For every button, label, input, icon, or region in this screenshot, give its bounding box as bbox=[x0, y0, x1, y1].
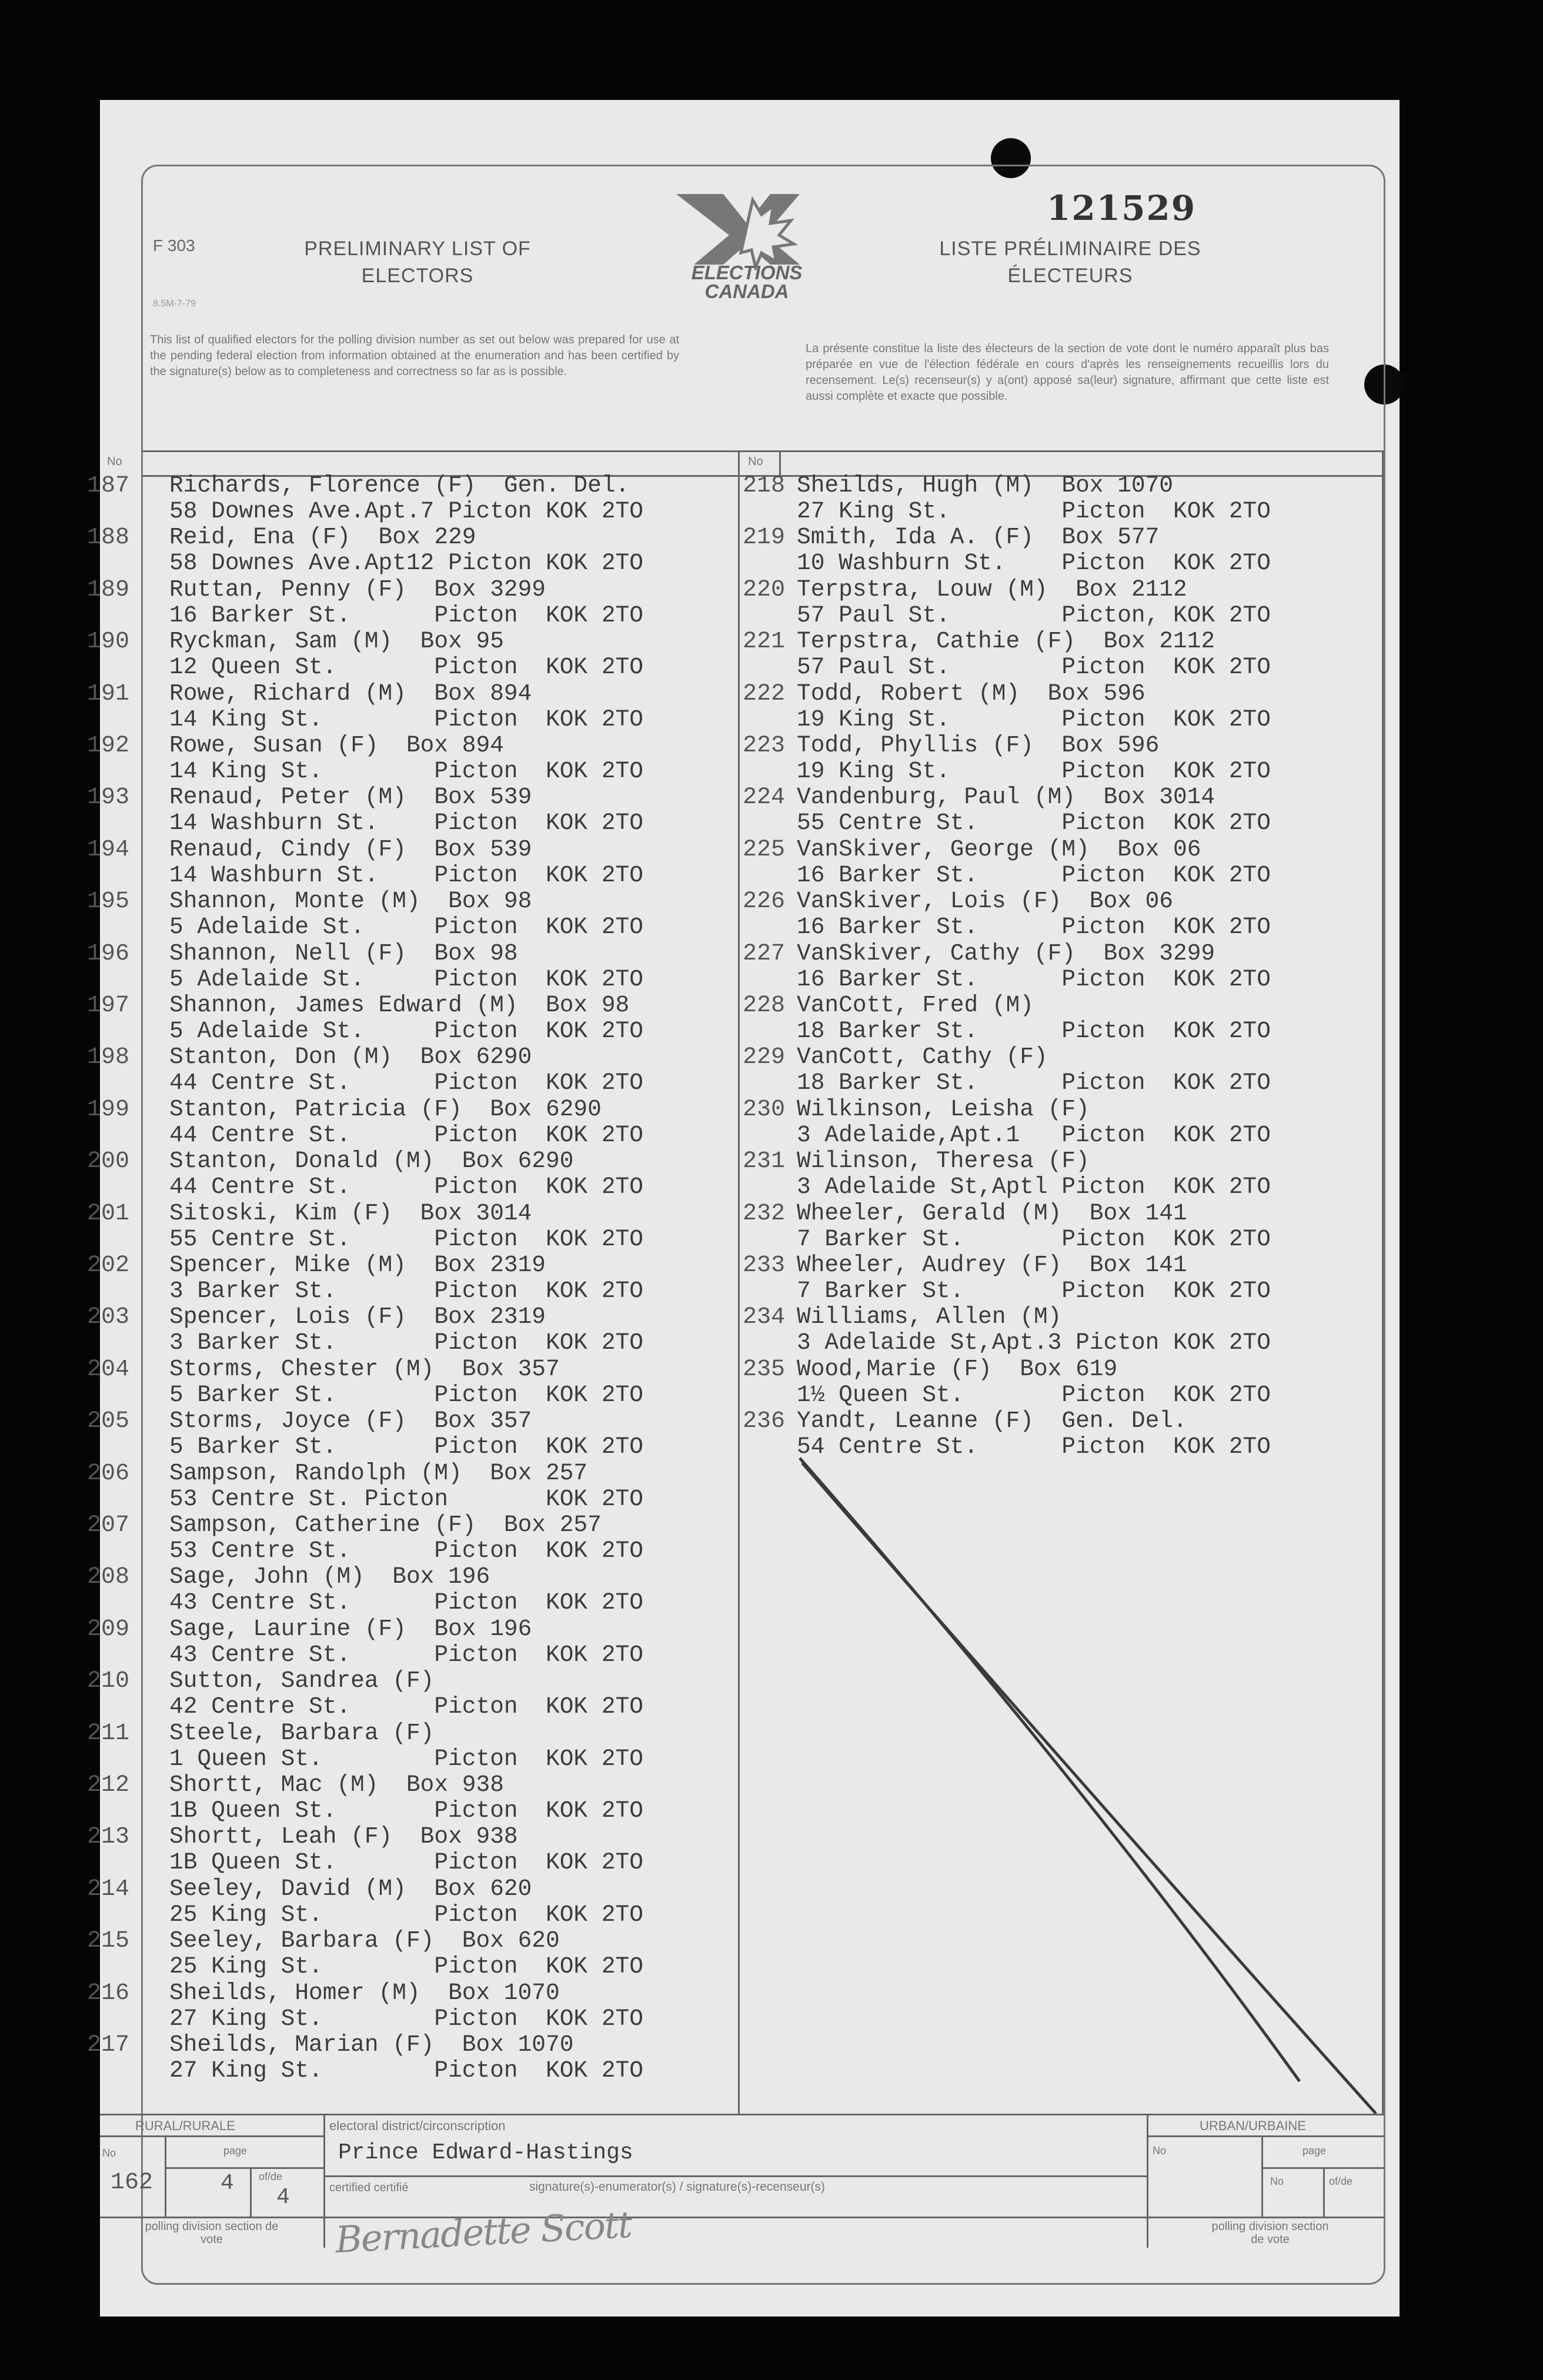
elector-address: 57 Paul St. Picton KOK 2TO bbox=[797, 654, 1271, 681]
elector-entry bbox=[738, 888, 1382, 940]
elector-entry bbox=[87, 940, 738, 992]
elector-number: 228 bbox=[743, 992, 786, 1019]
elector-entry bbox=[738, 1304, 1382, 1356]
elector-address: 14 Washburn St. Picton KOK 2TO bbox=[169, 810, 643, 837]
elector-entry bbox=[87, 835, 738, 888]
elector-address: 12 Queen St. Picton KOK 2TO bbox=[169, 654, 643, 681]
elector-address: 7 Barker St. Picton KOK 2TO bbox=[797, 1278, 1271, 1304]
elector-number: 193 bbox=[87, 784, 130, 811]
elector-entry bbox=[87, 1875, 738, 1928]
elector-address: 58 Downes Ave.Apt12 Picton KOK 2TO bbox=[169, 550, 643, 577]
elector-name: Storms, Joyce (F) Box 357 bbox=[169, 1408, 532, 1435]
elector-number: 236 bbox=[743, 1408, 786, 1435]
elector-entry bbox=[87, 732, 738, 784]
elector-name: Stanton, Donald (M) Box 6290 bbox=[169, 1148, 574, 1175]
elector-name: Sage, John (M) Box 196 bbox=[169, 1563, 490, 1590]
elector-number: 188 bbox=[87, 524, 130, 551]
elector-address: 16 Barker St. Picton KOK 2TO bbox=[169, 601, 643, 629]
form-code: F 303 bbox=[153, 236, 195, 255]
elector-name: Rowe, Susan (F) Box 894 bbox=[169, 732, 504, 758]
certified-label: certified certifié bbox=[329, 2181, 409, 2194]
elector-name: Wheeler, Gerald (M) Box 141 bbox=[797, 1199, 1187, 1226]
elector-address: 3 Adelaide,Apt.1 Picton KOK 2TO bbox=[797, 1121, 1271, 1148]
elector-entry bbox=[87, 628, 738, 681]
elector-name: Sutton, Sandrea (F) bbox=[169, 1667, 435, 1694]
district-label: electoral district/circonscription bbox=[329, 2118, 506, 2133]
polling-division-number: 162 bbox=[111, 2170, 153, 2196]
elector-entry bbox=[87, 888, 738, 941]
elector-name: Renaud, Peter (M) Box 539 bbox=[169, 784, 532, 811]
urban-label: URBAN/URBAINE bbox=[1200, 2118, 1306, 2133]
elector-number: 207 bbox=[87, 1512, 130, 1539]
elector-entry bbox=[87, 2031, 738, 2084]
elector-name: Stanton, Patricia (F) Box 6290 bbox=[169, 1095, 602, 1122]
elector-entry bbox=[738, 629, 1382, 680]
elector-address: 19 King St. Picton KOK 2TO bbox=[797, 758, 1271, 784]
elector-number: 233 bbox=[743, 1252, 786, 1279]
elector-address: 27 King St. Picton KOK 2TO bbox=[169, 2057, 643, 2084]
elector-name: Sheilds, Hugh (M) Box 1070 bbox=[797, 472, 1174, 499]
elector-address: 3 Barker St. Picton KOK 2TO bbox=[169, 1329, 643, 1356]
elector-address: 7 Barker St. Picton KOK 2TO bbox=[797, 1225, 1271, 1252]
elector-address: 14 King St. Picton KOK 2TO bbox=[169, 706, 643, 733]
elector-entry bbox=[87, 524, 738, 577]
elector-name: Shannon, Nell (F) Box 98 bbox=[169, 940, 518, 967]
elector-name: Sitoski, Kim (F) Box 3014 bbox=[169, 1199, 532, 1226]
elector-number: 229 bbox=[743, 1044, 786, 1071]
elector-number: 235 bbox=[743, 1356, 786, 1383]
elector-name: Stanton, Don (M) Box 6290 bbox=[169, 1044, 532, 1071]
elector-address: 3 Adelaide St,Apt.3 Picton KOK 2TO bbox=[797, 1329, 1271, 1356]
elector-entry bbox=[87, 680, 738, 733]
elector-name: Smith, Ida A. (F) Box 577 bbox=[797, 524, 1160, 551]
elector-number: 216 bbox=[87, 1980, 130, 2007]
elector-entry bbox=[87, 1667, 738, 1720]
maple-leaf-x-icon bbox=[659, 188, 835, 270]
elector-address: 18 Barker St. Picton KOK 2TO bbox=[797, 1069, 1271, 1097]
elector-name: VanSkiver, George (M) Box 06 bbox=[797, 835, 1201, 863]
elector-address: 25 King St. Picton KOK 2TO bbox=[169, 1953, 643, 1980]
elector-address: 5 Barker St. Picton KOK 2TO bbox=[169, 1381, 643, 1408]
elector-address: 18 Barker St. Picton KOK 2TO bbox=[797, 1018, 1271, 1044]
elector-entry bbox=[87, 1927, 738, 1980]
elector-number: 227 bbox=[743, 940, 786, 967]
elector-name: Renaud, Cindy (F) Box 539 bbox=[169, 835, 532, 863]
enumerator-signature: Bernadette Scott bbox=[334, 2202, 633, 2262]
elector-address: 44 Centre St. Picton KOK 2TO bbox=[169, 1174, 643, 1201]
elector-number: 201 bbox=[87, 1200, 130, 1227]
elector-number: 231 bbox=[743, 1148, 786, 1175]
title-fr: LISTE PRÉLIMINAIRE DES ÉLECTEURS bbox=[939, 238, 1201, 287]
urban-of-label: of/de bbox=[1329, 2175, 1353, 2187]
elector-address: 42 Centre St. Picton KOK 2TO bbox=[169, 1693, 643, 1720]
elector-address: 5 Adelaide St. Picton KOK 2TO bbox=[169, 965, 643, 992]
no-header-left: No bbox=[107, 455, 122, 468]
elector-name: Steele, Barbara (F) bbox=[169, 1719, 435, 1746]
elector-number: 220 bbox=[743, 576, 786, 603]
elector-entry bbox=[738, 784, 1382, 836]
elector-entry bbox=[87, 1563, 738, 1616]
elector-address: 27 King St. Picton KOK 2TO bbox=[797, 498, 1271, 524]
elector-number: 199 bbox=[87, 1096, 130, 1123]
elector-number: 223 bbox=[743, 733, 786, 759]
elector-address: 16 Barker St. Picton KOK 2TO bbox=[797, 965, 1271, 992]
elector-name: Shortt, Mac (M) Box 938 bbox=[169, 1771, 504, 1798]
urban-polling-division-label: polling division section de vote bbox=[1211, 2220, 1329, 2246]
elector-address: 1½ Queen St. Picton KOK 2TO bbox=[797, 1381, 1271, 1408]
urban-page-label: page bbox=[1302, 2145, 1327, 2157]
elector-address: 14 King St. Picton KOK 2TO bbox=[169, 758, 643, 784]
elector-address: 10 Washburn St. Picton KOK 2TO bbox=[797, 550, 1271, 577]
elector-number: 197 bbox=[87, 992, 130, 1019]
elector-address: 55 Centre St. Picton KOK 2TO bbox=[797, 810, 1271, 837]
elector-number: 205 bbox=[87, 1408, 130, 1435]
elector-name: Wood,Marie (F) Box 619 bbox=[797, 1355, 1118, 1382]
elector-entry bbox=[738, 837, 1382, 888]
elector-number: 210 bbox=[87, 1668, 130, 1695]
elector-address: 58 Downes Ave.Apt.7 Picton KOK 2TO bbox=[169, 498, 643, 524]
elector-number: 230 bbox=[743, 1096, 786, 1123]
cancel-diagonal-line bbox=[794, 1452, 1394, 2117]
elector-name: Spencer, Lois (F) Box 2319 bbox=[169, 1303, 546, 1331]
elector-address: 1B Queen St. Picton KOK 2TO bbox=[169, 1797, 643, 1824]
elector-number: 219 bbox=[743, 524, 786, 551]
page-number: 4 bbox=[221, 2171, 234, 2196]
elector-number: 234 bbox=[743, 1304, 786, 1331]
elector-entry bbox=[87, 1459, 738, 1512]
elector-entry bbox=[87, 1095, 738, 1148]
elector-address: 44 Centre St. Picton KOK 2TO bbox=[169, 1121, 643, 1148]
elector-entry bbox=[87, 992, 738, 1044]
elector-address: 53 Centre St. Picton KOK 2TO bbox=[169, 1537, 643, 1564]
elector-address: 53 Centre St. Picton KOK 2TO bbox=[169, 1485, 643, 1512]
rural-page-label: page bbox=[223, 2145, 248, 2157]
elector-entry bbox=[738, 524, 1382, 576]
elector-address: 3 Barker St. Picton KOK 2TO bbox=[169, 1278, 643, 1304]
elector-name: VanCott, Fred (M) bbox=[797, 992, 1034, 1018]
elector-entry bbox=[738, 1201, 1382, 1252]
elections-canada-logo bbox=[659, 188, 835, 312]
elector-number: 224 bbox=[743, 784, 786, 811]
elector-entry bbox=[87, 1615, 738, 1668]
elector-address: 27 King St. Picton KOK 2TO bbox=[169, 2005, 643, 2032]
elector-name: Wilkinson, Leisha (F) bbox=[797, 1095, 1090, 1122]
elector-entry bbox=[87, 1355, 738, 1408]
document-sheet bbox=[87, 100, 1400, 2317]
elector-name: Shannon, James Edward (M) Box 98 bbox=[169, 992, 630, 1018]
elector-name: Terpstra, Louw (M) Box 2112 bbox=[797, 576, 1187, 603]
elector-number: 208 bbox=[87, 1564, 130, 1591]
elector-entry bbox=[87, 472, 738, 524]
elector-name: Ruttan, Penny (F) Box 3299 bbox=[169, 576, 546, 603]
elector-number: 200 bbox=[87, 1148, 130, 1175]
elector-address: 54 Centre St. Picton KOK 2TO bbox=[797, 1433, 1271, 1460]
print-code: 8.5M-7-79 bbox=[153, 299, 196, 309]
elector-number: 217 bbox=[87, 2032, 130, 2058]
page-of: 4 bbox=[276, 2185, 290, 2210]
elector-entry bbox=[738, 1044, 1382, 1096]
district-value: Prince Edward-Hastings bbox=[338, 2140, 633, 2165]
polling-division-label: polling division section de vote bbox=[145, 2220, 279, 2246]
logo-text: ELECTIONS CANADA bbox=[691, 262, 803, 302]
elector-entry bbox=[738, 681, 1382, 733]
elector-address: 5 Adelaide St. Picton KOK 2TO bbox=[169, 1018, 643, 1044]
elector-address: 55 Centre St. Picton KOK 2TO bbox=[169, 1225, 643, 1252]
elector-number: 206 bbox=[87, 1460, 130, 1487]
elector-number: 194 bbox=[87, 836, 130, 863]
elector-name: Vandenburg, Paul (M) Box 3014 bbox=[797, 784, 1215, 811]
elector-name: Spencer, Mike (M) Box 2319 bbox=[169, 1252, 546, 1278]
elector-number: 187 bbox=[87, 473, 130, 499]
elector-number: 232 bbox=[743, 1200, 786, 1227]
elector-number: 202 bbox=[87, 1252, 130, 1279]
elector-name: Todd, Phyllis (F) Box 596 bbox=[797, 732, 1160, 758]
elector-entry bbox=[738, 577, 1382, 629]
elector-name: Todd, Robert (M) Box 596 bbox=[797, 680, 1145, 707]
elector-number: 222 bbox=[743, 680, 786, 707]
rural-no-label: No bbox=[102, 2147, 116, 2159]
elector-entry bbox=[87, 1148, 738, 1201]
elector-entry bbox=[738, 1097, 1382, 1148]
elector-entry bbox=[87, 1719, 738, 1772]
elector-address: 5 Barker St. Picton KOK 2TO bbox=[169, 1433, 643, 1460]
elector-entry bbox=[738, 473, 1382, 524]
elector-number: 192 bbox=[87, 733, 130, 759]
rural-of-label: of/de bbox=[259, 2171, 283, 2182]
elector-entry bbox=[87, 576, 738, 629]
elector-number: 196 bbox=[87, 940, 130, 967]
elector-address: 44 Centre St. Picton KOK 2TO bbox=[169, 1069, 643, 1097]
elector-address: 25 King St. Picton KOK 2TO bbox=[169, 1901, 643, 1928]
elector-entry bbox=[738, 1252, 1382, 1304]
urban-no-label-2: No bbox=[1270, 2175, 1284, 2187]
elector-address: 14 Washburn St. Picton KOK 2TO bbox=[169, 861, 643, 888]
rural-label: RURAL/RURALE bbox=[135, 2118, 235, 2133]
elector-entry bbox=[87, 1979, 738, 2032]
elector-number: 226 bbox=[743, 888, 786, 915]
intro-fr: La présente constitue la liste des électeurs de la section de vote dont le numéro apparaît plus bas préparée en vue de l'élection fédérale en cours d'après les renseignements recueillis lors du recensement. Le(s) recenseur(s) y a(ont) apposé sa(leur) signature, affirmant que cette liste est aussi complète et exacte que possible. bbox=[806, 342, 1329, 403]
elector-number: 189 bbox=[87, 576, 130, 603]
elector-number: 198 bbox=[87, 1044, 130, 1071]
elector-name: Sampson, Catherine (F) Box 257 bbox=[169, 1512, 602, 1538]
elector-name: Terpstra, Cathie (F) Box 2112 bbox=[797, 628, 1215, 655]
elector-entry bbox=[87, 784, 738, 837]
elector-entry bbox=[87, 1823, 738, 1876]
elector-name: Wheeler, Audrey (F) Box 141 bbox=[797, 1252, 1187, 1278]
elector-entry bbox=[87, 1199, 738, 1252]
elector-name: Reid, Ena (F) Box 229 bbox=[169, 524, 476, 551]
elector-name: VanSkiver, Cathy (F) Box 3299 bbox=[797, 940, 1215, 967]
elector-name: VanCott, Cathy (F) bbox=[797, 1044, 1048, 1071]
elector-name: Shortt, Leah (F) Box 938 bbox=[169, 1823, 518, 1850]
urban-no-label: No bbox=[1153, 2145, 1167, 2157]
elector-entry bbox=[87, 1771, 738, 1824]
elector-number: 212 bbox=[87, 1772, 130, 1799]
elector-number: 221 bbox=[743, 629, 786, 656]
elector-address: 57 Paul St. Picton, KOK 2TO bbox=[797, 601, 1271, 629]
elector-name: Sheilds, Homer (M) Box 1070 bbox=[169, 1979, 560, 2006]
elector-address: 16 Barker St. Picton KOK 2TO bbox=[797, 914, 1271, 941]
elector-number: 190 bbox=[87, 629, 130, 656]
elector-name: Sheilds, Marian (F) Box 1070 bbox=[169, 2031, 574, 2058]
elector-name: Seeley, Barbara (F) Box 620 bbox=[169, 1927, 560, 1954]
elector-name: VanSkiver, Lois (F) Box 06 bbox=[797, 888, 1174, 915]
elector-number: 214 bbox=[87, 1876, 130, 1903]
elector-number: 204 bbox=[87, 1356, 130, 1383]
elector-entry bbox=[738, 992, 1382, 1044]
elector-address: 3 Adelaide St,Aptl Picton KOK 2TO bbox=[797, 1174, 1271, 1201]
elector-name: Wilinson, Theresa (F) bbox=[797, 1148, 1090, 1175]
title-en: PRELIMINARY LIST OF ELECTORS bbox=[304, 238, 531, 287]
elector-number: 211 bbox=[87, 1720, 130, 1747]
elector-number: 195 bbox=[87, 888, 130, 915]
elector-number: 191 bbox=[87, 680, 130, 707]
elector-name: Storms, Chester (M) Box 357 bbox=[169, 1355, 560, 1382]
elector-entry bbox=[87, 1044, 738, 1097]
elector-number: 218 bbox=[743, 473, 786, 499]
elector-name: Sage, Laurine (F) Box 196 bbox=[169, 1615, 532, 1642]
elector-name: Ryckman, Sam (M) Box 95 bbox=[169, 628, 504, 655]
elector-address: 19 King St. Picton KOK 2TO bbox=[797, 706, 1271, 733]
elector-address: 43 Centre St. Picton KOK 2TO bbox=[169, 1589, 643, 1616]
elector-number: 215 bbox=[87, 1928, 130, 1955]
elector-address: 5 Adelaide St. Picton KOK 2TO bbox=[169, 914, 643, 941]
elector-address: 1B Queen St. Picton KOK 2TO bbox=[169, 1849, 643, 1876]
elector-address: 16 Barker St. Picton KOK 2TO bbox=[797, 861, 1271, 888]
elector-name: Yandt, Leanne (F) Gen. Del. bbox=[797, 1408, 1187, 1435]
elector-number: 213 bbox=[87, 1824, 130, 1851]
elector-entry bbox=[87, 1303, 738, 1356]
elector-number: 225 bbox=[743, 836, 786, 863]
intro-en: This list of qualified electors for the polling division number as set out below was prepared for use at the pending federal election from information obtained at the enumeration and has been certified by the signature(s) below as to completeness and correctness so far as is possible. bbox=[150, 333, 679, 378]
no-header-right: No bbox=[748, 455, 763, 468]
elector-name: Shannon, Monte (M) Box 98 bbox=[169, 888, 532, 915]
elector-number: 203 bbox=[87, 1304, 130, 1331]
elector-name: Williams, Allen (M) bbox=[797, 1303, 1062, 1331]
elector-address: 43 Centre St. Picton KOK 2TO bbox=[169, 1641, 643, 1668]
elector-entry bbox=[87, 1512, 738, 1564]
elector-entry bbox=[738, 941, 1382, 992]
elector-entry bbox=[738, 733, 1382, 784]
elector-entry bbox=[87, 1408, 738, 1460]
elector-entry bbox=[738, 1148, 1382, 1200]
elector-name: Sampson, Randolph (M) Box 257 bbox=[169, 1459, 588, 1486]
elector-address: 1 Queen St. Picton KOK 2TO bbox=[169, 1745, 643, 1772]
elector-number: 209 bbox=[87, 1616, 130, 1643]
signature-label: signature(s)-enumerator(s) / signature(s)-recenseur(s) bbox=[529, 2180, 825, 2194]
elector-name: Rowe, Richard (M) Box 894 bbox=[169, 680, 532, 707]
elector-name: Seeley, David (M) Box 620 bbox=[169, 1875, 532, 1902]
elector-name: Richards, Florence (F) Gen. Del. bbox=[169, 472, 630, 499]
serial-number: 121529 bbox=[1047, 188, 1197, 228]
elector-entry bbox=[738, 1356, 1382, 1408]
elector-entry bbox=[87, 1252, 738, 1304]
